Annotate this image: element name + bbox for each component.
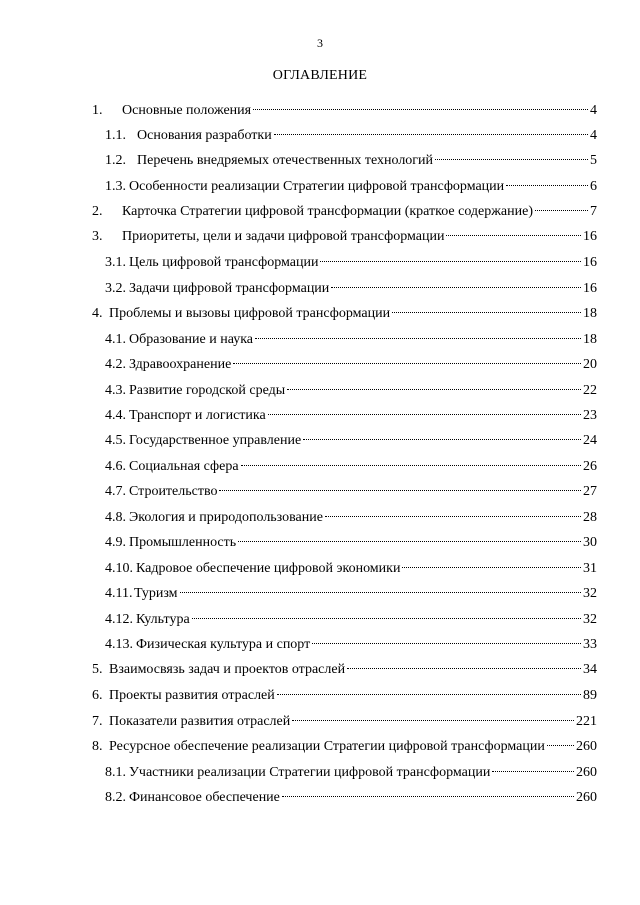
toc-entry-number: 4.3. [105,383,126,398]
toc-entry-label: Приоритеты, цели и задачи цифровой трансформации [122,229,445,244]
toc-entry [105,534,597,552]
toc-entry-label: Финансовое обеспечение [129,790,280,805]
toc-entry [105,407,597,425]
toc-entry-number: 8. [92,739,103,754]
toc-entry-number: 4.9. [105,535,126,550]
toc-dot-leader [277,693,581,695]
toc-dot-leader [402,566,581,568]
toc-entry [92,203,597,221]
toc-entry-page: 32 [583,612,597,627]
toc-entry-number: 8.1. [105,765,126,780]
toc-title: ОГЛАВЛЕНИЕ [272,68,368,83]
toc-entry-label: Показатели развития отраслей [109,714,291,729]
toc-entry-label: Карточка Стратегии цифровой трансформации (краткое содержание) [122,204,534,219]
toc-dot-leader [253,108,588,110]
toc-entry-page: 24 [583,433,597,448]
toc-entry [105,178,597,196]
toc-entry-number: 4.12. [105,612,133,627]
toc-dot-leader [320,260,581,262]
toc-entry-number: 8.2. [105,790,126,805]
toc-entry-label: Участники реализации Стратегии цифровой трансформации [129,765,491,780]
toc-entry-page: 6 [590,179,597,194]
toc-entry-page: 28 [583,510,597,525]
toc-entry [92,687,597,705]
toc-entry [92,102,597,120]
toc-entry-page: 4 [590,128,597,143]
toc-entry-number: 2. [92,204,103,219]
toc-entry-number: 4.4. [105,408,126,423]
toc-entry [92,305,597,323]
toc-entry-number: 4.6. [105,459,126,474]
toc-entry-number: 4.10. [105,561,133,576]
toc-entry-label: Физическая культура и спорт [136,637,311,652]
toc-entry [92,738,597,756]
toc-entry [105,331,597,349]
toc-entry-page: 26 [583,459,597,474]
toc-entry-number: 4.8. [105,510,126,525]
toc-entry-page: 16 [583,255,597,270]
toc-entry-label: Туризм [134,586,178,601]
toc-entry [92,661,597,679]
toc-entry [105,509,597,527]
toc-dot-leader [292,719,574,721]
toc-entry-page: 30 [583,535,597,550]
toc-entry-label: Проблемы и вызовы цифровой трансформации [109,306,391,321]
toc-entry [105,636,597,654]
toc-entry-number: 1. [92,103,103,118]
toc-entry-page: 18 [583,332,597,347]
toc-entry-label: Взаимосвязь задач и проектов отраслей [109,662,346,677]
toc-entry-number: 4.7. [105,484,126,499]
toc-dot-leader [255,337,581,339]
toc-dot-leader [282,795,574,797]
toc-dot-leader [238,540,581,542]
toc-entry-label: Проекты развития отраслей [109,688,275,703]
toc-dot-leader [392,311,581,313]
toc-entry-label: Особенности реализации Стратегии цифровой трансформации [129,179,505,194]
toc-entry-number: 1.3. [105,179,126,194]
toc-entry-page: 23 [583,408,597,423]
toc-entry [105,458,597,476]
toc-entry-page: 221 [576,714,597,729]
toc-entry-page: 34 [583,662,597,677]
toc-entry-number: 3. [92,229,103,244]
toc-entry [105,764,597,782]
toc-entry-number: 4.13. [105,637,133,652]
toc-entry [105,152,597,170]
toc-entry [105,789,597,807]
toc-entry [105,127,597,145]
toc-entry-number: 4. [92,306,103,321]
toc-entry-label: Промышленность [129,535,237,550]
toc-dot-leader [180,591,581,593]
toc-entry-number: 7. [92,714,103,729]
toc-dot-leader [287,388,581,390]
page-number: 3 [317,36,323,50]
toc-dot-leader [535,209,588,211]
toc-dot-leader [325,515,581,517]
toc-entry [92,228,597,246]
toc-entry-number: 4.2. [105,357,126,372]
toc-entry [105,254,597,272]
toc-entry-label: Здравоохранение [129,357,232,372]
toc-dot-leader [446,234,581,236]
toc-entry-number: 4.11. [105,586,133,601]
toc-entry-number: 4.1. [105,332,126,347]
toc-dot-leader [192,617,581,619]
toc-dot-leader [492,770,574,772]
toc-dot-leader [435,158,588,160]
toc-entry-page: 32 [583,586,597,601]
toc-entry [105,611,597,629]
toc-entry-label: Строительство [129,484,218,499]
toc-entry-number: 4.5. [105,433,126,448]
toc-entry-page: 4 [590,103,597,118]
toc-entry [105,382,597,400]
toc-entry [92,713,597,731]
toc-entry-page: 27 [583,484,597,499]
toc-entry-label: Экология и природопользование [129,510,323,525]
toc-entry-label: Основания разработки [137,128,272,143]
toc-entry-label: Ресурсное обеспечение реализации Стратегии цифровой трансформации [109,739,545,754]
toc-entry-number: 3.2. [105,281,126,296]
toc-dot-leader [233,362,581,364]
toc-entry-page: 260 [576,790,597,805]
toc-entry-number: 1.2. [105,153,126,168]
toc-entry-number: 3.1. [105,255,126,270]
toc-dot-leader [312,642,581,644]
toc-entry-number: 6. [92,688,103,703]
toc-entry-label: Задачи цифровой трансформации [129,281,330,296]
toc-entry-page: 5 [590,153,597,168]
toc-dot-leader [347,667,581,669]
toc-entry [105,585,597,603]
toc-entry-page: 22 [583,383,597,398]
toc-entry-page: 16 [583,229,597,244]
toc-entry-label: Культура [136,612,190,627]
toc-entry [105,356,597,374]
toc-entry-page: 20 [583,357,597,372]
toc-dot-leader [547,744,574,746]
toc-dot-leader [219,489,581,491]
toc-entry-label: Основные положения [122,103,252,118]
toc-dot-leader [241,464,581,466]
toc-entry-page: 18 [583,306,597,321]
toc-entry-label: Государственное управление [129,433,302,448]
toc-entry-page: 7 [590,204,597,219]
toc-entry-label: Развитие городской среды [129,383,286,398]
toc-entry-label: Образование и наука [129,332,254,347]
toc-entry-label: Цель цифровой трансформации [129,255,319,270]
toc-entry [105,280,597,298]
toc-dot-leader [506,184,588,186]
toc-entry [105,560,597,578]
toc-dot-leader [331,286,581,288]
toc-dot-leader [268,413,581,415]
toc-entry-label: Кадровое обеспечение цифровой экономики [136,561,401,576]
toc-entry-label: Перечень внедряемых отечественных технологий [137,153,434,168]
toc-entry-page: 33 [583,637,597,652]
toc-entry-page: 89 [583,688,597,703]
toc-entry-page: 31 [583,561,597,576]
toc-entry [105,432,597,450]
toc-entry-label: Социальная сфера [129,459,239,474]
toc-entry-page: 260 [576,739,597,754]
toc-entry-page: 16 [583,281,597,296]
toc-entry-page: 260 [576,765,597,780]
toc-entry-label: Транспорт и логистика [129,408,266,423]
toc-entry [105,483,597,501]
toc-dot-leader [274,133,588,135]
toc-entry-number: 5. [92,662,103,677]
toc-entry-number: 1.1. [105,128,126,143]
toc-dot-leader [303,438,581,440]
